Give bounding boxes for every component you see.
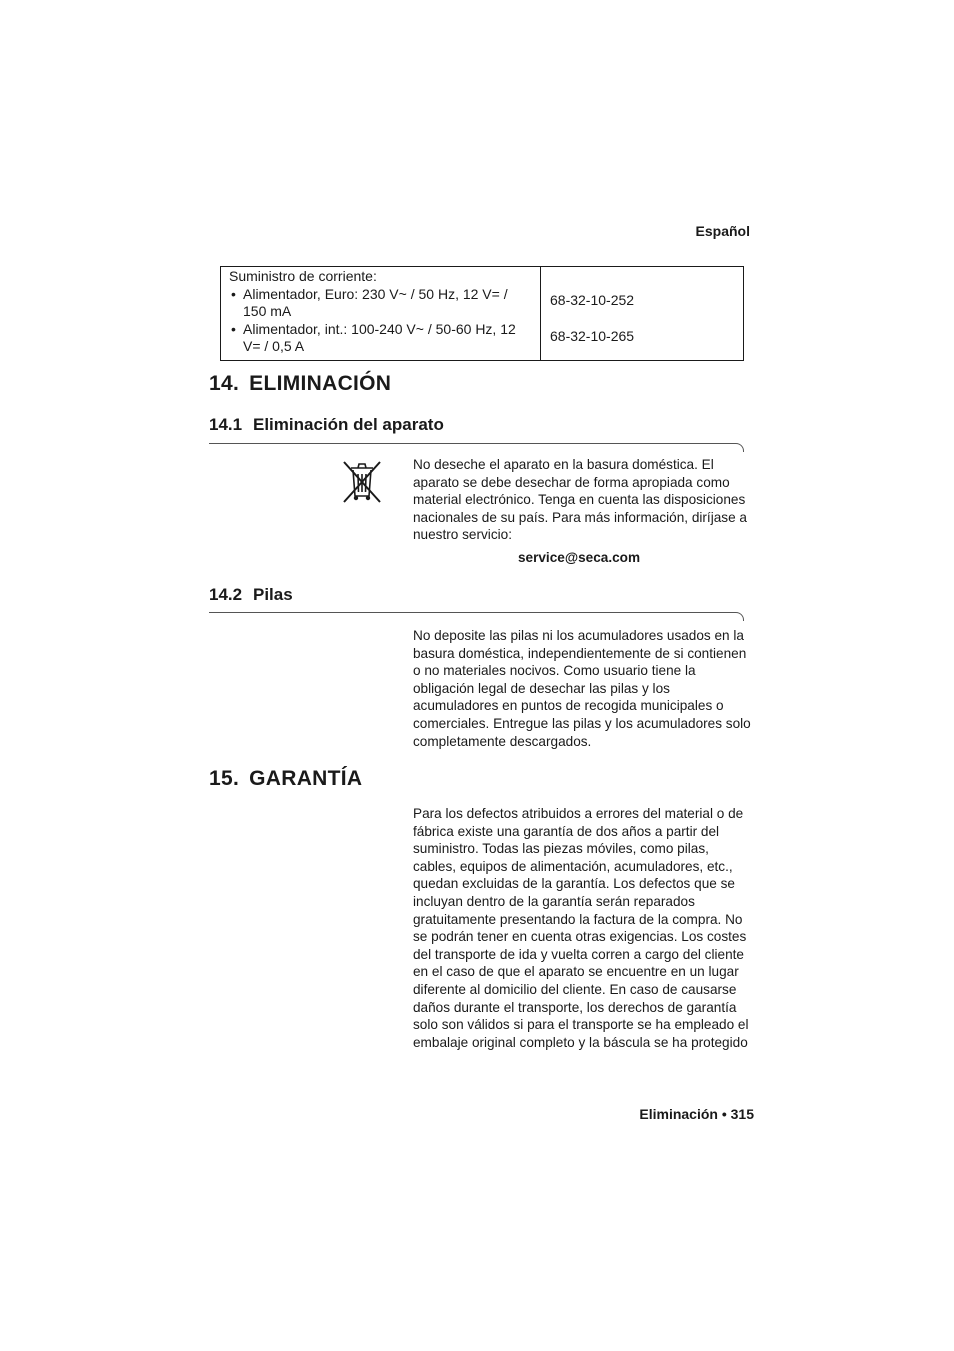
service-email-text: service@seca.com	[517, 550, 641, 565]
part-number: 68-32-10-252	[550, 292, 635, 308]
subsection-title: Pilas	[253, 585, 293, 604]
subsection-number: 14.1	[209, 415, 243, 434]
subsection-title: Eliminación del aparato	[253, 415, 444, 434]
disposal-text: No deseche el aparato en la basura doméstica. El aparato se debe desechar de forma apropiada como material electrónico. Tenga en cuenta las disposiciones nacionales de su país. Para más información, diríjase a nuestro servicio:	[413, 457, 747, 543]
section-14-heading	[209, 372, 391, 396]
list-item: • Alimentador, int.: 100-240 V~ / 50-60 Hz, 12 V= / 0,5 A	[229, 321, 534, 356]
section-number: 14.	[209, 372, 240, 395]
page-number: 315	[730, 1106, 754, 1122]
section-title: ELIMINACIÓN	[249, 372, 392, 395]
section-number: 15.	[209, 767, 240, 790]
page-footer	[639, 1106, 754, 1122]
crossed-out-wheelie-bin-icon	[340, 458, 384, 506]
service-email	[413, 550, 883, 565]
subsection-number: 14.2	[209, 585, 243, 604]
heading-rule	[209, 612, 744, 621]
heading-rule	[209, 443, 744, 452]
accessories-intro: Suministro de corriente:	[229, 268, 377, 284]
warranty-text: Para los defectos atribuidos a errores del material o de fábrica existe una garantía de dos años a partir del suministro. Todas las piezas móviles, como pilas, cables, equipos de alimentación, acumuladores, etc., quedan excluidas de la garantía. Los defectos que se incluyan dentro de la garantía serán reparados gratuitamente presentando la factura de la compra. No se podrán tener en cuenta otras exigencias. Los costes del transporte de ida y vuelta corren a cargo del cliente en el caso de que el aparato se encuentre en un lugar diferente al domicilio del cliente. En caso de causarse daños durante el transporte, los derechos de garantía solo son válidos si para el transporte se ha empleado el embalaje original completo y la báscula se ha protegido	[413, 806, 749, 1050]
accessories-list	[229, 286, 534, 356]
batteries-text: No deposite las pilas ni los acumuladores usados en la basura doméstica, independientemente de si contienen o no materiales nocivos. Como usuario tiene la obligación legal de desechar las pilas y los acumuladores en puntos de recogida municipales o comerciales. Entregue las pilas y los acumuladores solo completamente descargados.	[413, 628, 751, 749]
section-title: GARANTÍA	[249, 767, 363, 790]
language-label: Español	[695, 223, 750, 239]
section-15-heading	[209, 767, 362, 791]
subsection-14-1-heading	[209, 415, 444, 435]
part-number: 68-32-10-265	[550, 328, 635, 344]
accessories-description-cell	[221, 267, 541, 361]
footer-separator: •	[721, 1106, 727, 1122]
accessories-table	[220, 266, 744, 361]
subsection-14-2-heading	[209, 585, 293, 605]
footer-section: Eliminación	[639, 1106, 718, 1122]
list-item: • Alimentador, Euro: 230 V~ / 50 Hz, 12 V= / 150 mA	[229, 286, 534, 321]
accessories-part-number-cell	[541, 267, 744, 361]
